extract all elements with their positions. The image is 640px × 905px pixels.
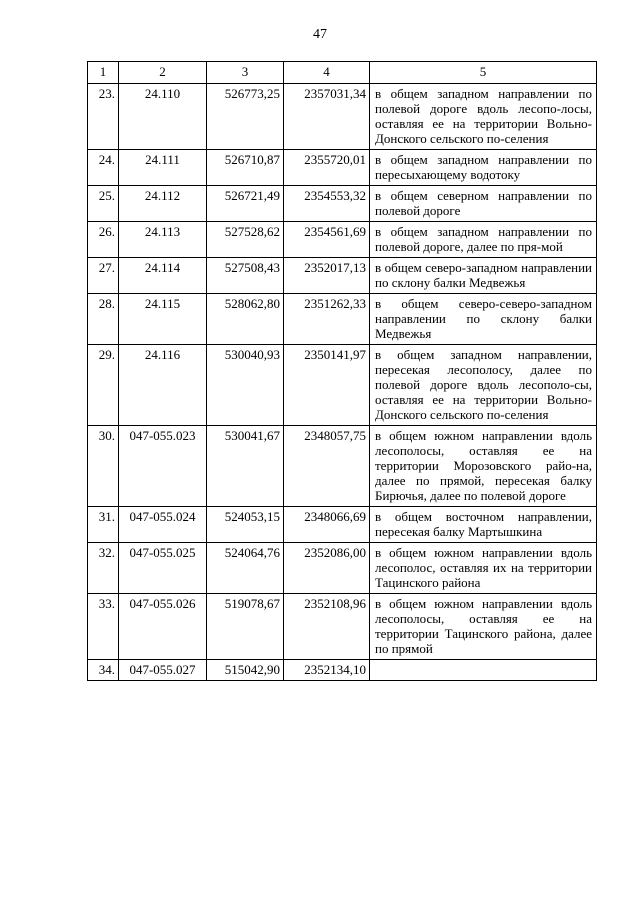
y-coordinate-cell: 2351262,33: [284, 294, 370, 345]
point-id-cell: 24.112: [119, 186, 207, 222]
y-coordinate-cell: 2352134,10: [284, 660, 370, 681]
description-cell: в общем южном направлении вдоль лесополос, оставляя их на территории Тацинского района: [370, 543, 597, 594]
table-row: [88, 258, 597, 294]
row-number-cell: 24.: [88, 150, 119, 186]
point-id-cell: 047-055.026: [119, 594, 207, 660]
description-cell: в общем западном направлении по полевой дороге вдоль лесопо-лосы, оставляя ее на территории Вольно-Донского сельского по-селения: [370, 84, 597, 150]
x-coordinate-cell: 530041,67: [207, 426, 284, 507]
table-row: [88, 594, 597, 660]
y-coordinate-cell: 2352086,00: [284, 543, 370, 594]
y-coordinate-cell: 2350141,97: [284, 345, 370, 426]
description-cell: в общем западном направлении по полевой дороге, далее по пря-мой: [370, 222, 597, 258]
y-coordinate-cell: 2355720,01: [284, 150, 370, 186]
description-cell: [370, 660, 597, 681]
description-cell: в общем северо-северо-западном направлении по склону балки Медвежья: [370, 294, 597, 345]
point-id-cell: 047-055.023: [119, 426, 207, 507]
table-row: [88, 345, 597, 426]
table-header-row: [88, 62, 597, 84]
table-row: [88, 294, 597, 345]
x-coordinate-cell: 526710,87: [207, 150, 284, 186]
table-row: [88, 186, 597, 222]
row-number-cell: 26.: [88, 222, 119, 258]
point-id-cell: 24.110: [119, 84, 207, 150]
point-id-cell: 047-055.025: [119, 543, 207, 594]
description-cell: в общем северо-западном направлении по склону балки Медвежья: [370, 258, 597, 294]
x-coordinate-cell: 519078,67: [207, 594, 284, 660]
column-header: 5: [370, 62, 597, 84]
x-coordinate-cell: 530040,93: [207, 345, 284, 426]
table-row: [88, 426, 597, 507]
row-number-cell: 23.: [88, 84, 119, 150]
row-number-cell: 27.: [88, 258, 119, 294]
table-row: [88, 150, 597, 186]
table-row: [88, 507, 597, 543]
description-cell: в общем южном направлении вдоль лесополосы, оставляя ее на территории Тацинского района, далее по прямой: [370, 594, 597, 660]
table-row: [88, 543, 597, 594]
x-coordinate-cell: 515042,90: [207, 660, 284, 681]
x-coordinate-cell: 524053,15: [207, 507, 284, 543]
point-id-cell: 047-055.024: [119, 507, 207, 543]
x-coordinate-cell: 527528,62: [207, 222, 284, 258]
row-number-cell: 32.: [88, 543, 119, 594]
row-number-cell: 30.: [88, 426, 119, 507]
y-coordinate-cell: 2348057,75: [284, 426, 370, 507]
row-number-cell: 25.: [88, 186, 119, 222]
point-id-cell: 24.114: [119, 258, 207, 294]
description-cell: в общем южном направлении вдоль лесополосы, оставляя ее на территории Морозовского райо-на, далее по прямой, пересекая балку Бирючья, далее по полевой дороге: [370, 426, 597, 507]
x-coordinate-cell: 527508,43: [207, 258, 284, 294]
description-cell: в общем восточном направлении, пересекая балку Мартышкина: [370, 507, 597, 543]
x-coordinate-cell: 528062,80: [207, 294, 284, 345]
row-number-cell: 31.: [88, 507, 119, 543]
page-number: 47: [313, 27, 327, 42]
row-number-cell: 29.: [88, 345, 119, 426]
column-header: 3: [207, 62, 284, 84]
column-header: 4: [284, 62, 370, 84]
y-coordinate-cell: 2352017,13: [284, 258, 370, 294]
x-coordinate-cell: 524064,76: [207, 543, 284, 594]
row-number-cell: 28.: [88, 294, 119, 345]
boundary-points-table: [87, 61, 597, 681]
column-header: 1: [88, 62, 119, 84]
y-coordinate-cell: 2357031,34: [284, 84, 370, 150]
x-coordinate-cell: 526721,49: [207, 186, 284, 222]
y-coordinate-cell: 2352108,96: [284, 594, 370, 660]
table-row: [88, 660, 597, 681]
table-body: [88, 84, 597, 681]
table-row: [88, 222, 597, 258]
point-id-cell: 24.111: [119, 150, 207, 186]
description-cell: в общем западном направлении, пересекая лесополосу, далее по полевой дороге вдоль лесополо-сы, оставляя ее на территории Вольно-Донского сельского по-селения: [370, 345, 597, 426]
description-cell: в общем западном направлении по пересыхающему водотоку: [370, 150, 597, 186]
point-id-cell: 047-055.027: [119, 660, 207, 681]
point-id-cell: 24.113: [119, 222, 207, 258]
point-id-cell: 24.116: [119, 345, 207, 426]
row-number-cell: 34.: [88, 660, 119, 681]
row-number-cell: 33.: [88, 594, 119, 660]
y-coordinate-cell: 2348066,69: [284, 507, 370, 543]
y-coordinate-cell: 2354553,32: [284, 186, 370, 222]
description-cell: в общем северном направлении по полевой дороге: [370, 186, 597, 222]
column-header: 2: [119, 62, 207, 84]
y-coordinate-cell: 2354561,69: [284, 222, 370, 258]
point-id-cell: 24.115: [119, 294, 207, 345]
table-row: [88, 84, 597, 150]
x-coordinate-cell: 526773,25: [207, 84, 284, 150]
